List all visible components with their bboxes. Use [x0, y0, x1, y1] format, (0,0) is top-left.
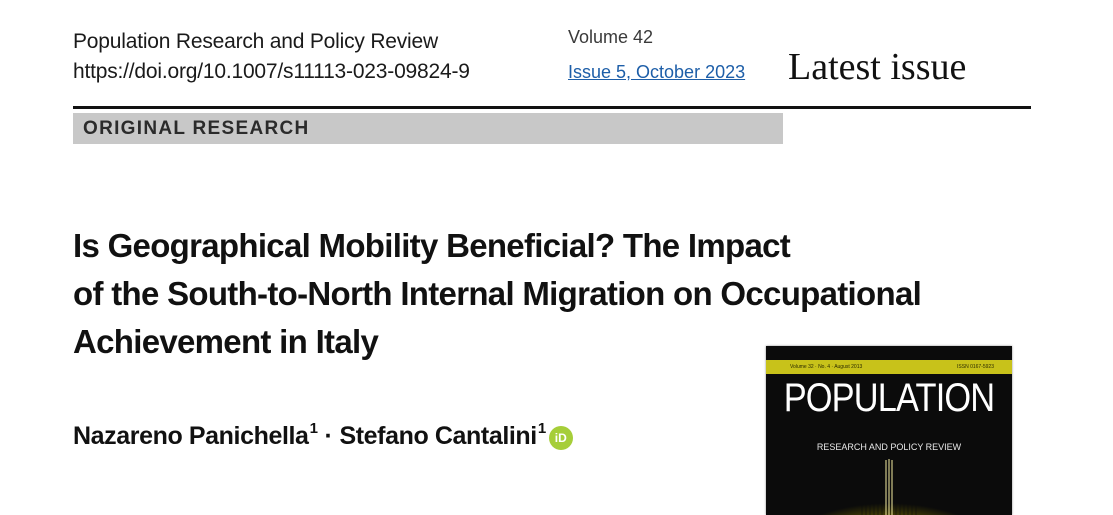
- cover-strip-left: Volume 32 · No. 4 · August 2013: [790, 364, 863, 370]
- article-type-label: ORIGINAL RESEARCH: [83, 118, 310, 139]
- cover-title: POPULATION: [783, 376, 995, 420]
- title-line-3: Achievement in Italy: [73, 323, 379, 360]
- latest-issue-label: Latest issue: [788, 46, 967, 88]
- orcid-icon[interactable]: iD: [549, 426, 573, 450]
- journal-name: Population Research and Policy Review: [73, 30, 438, 53]
- cover-top-strip: [766, 360, 1012, 374]
- title-line-2: of the South-to-North Internal Migration on Occupational: [73, 275, 922, 312]
- cover-strip-right: ISSN 0167-5923: [957, 364, 994, 370]
- volume-label: Volume 42: [568, 27, 654, 47]
- article-title: [73, 222, 1063, 366]
- author-separator: ·: [324, 422, 333, 450]
- author-1-name[interactable]: Nazareno Panichella: [73, 422, 309, 450]
- journal-cover[interactable]: [766, 346, 1012, 515]
- author-2-affiliation: 1: [537, 420, 546, 437]
- cover-artwork: [766, 458, 1012, 515]
- author-1-affiliation: 1: [309, 420, 318, 437]
- issue-link[interactable]: Issue 5, October 2023: [568, 62, 746, 82]
- author-list: [73, 420, 573, 451]
- title-line-1: Is Geographical Mobility Beneficial? The Impact: [73, 227, 791, 264]
- author-2-name[interactable]: Stefano Cantalini: [339, 422, 537, 450]
- header-rule: [73, 106, 1031, 109]
- cover-subtitle: RESEARCH AND POLICY REVIEW: [816, 442, 962, 452]
- doi-link[interactable]: https://doi.org/10.1007/s11113-023-09824-9: [73, 60, 470, 83]
